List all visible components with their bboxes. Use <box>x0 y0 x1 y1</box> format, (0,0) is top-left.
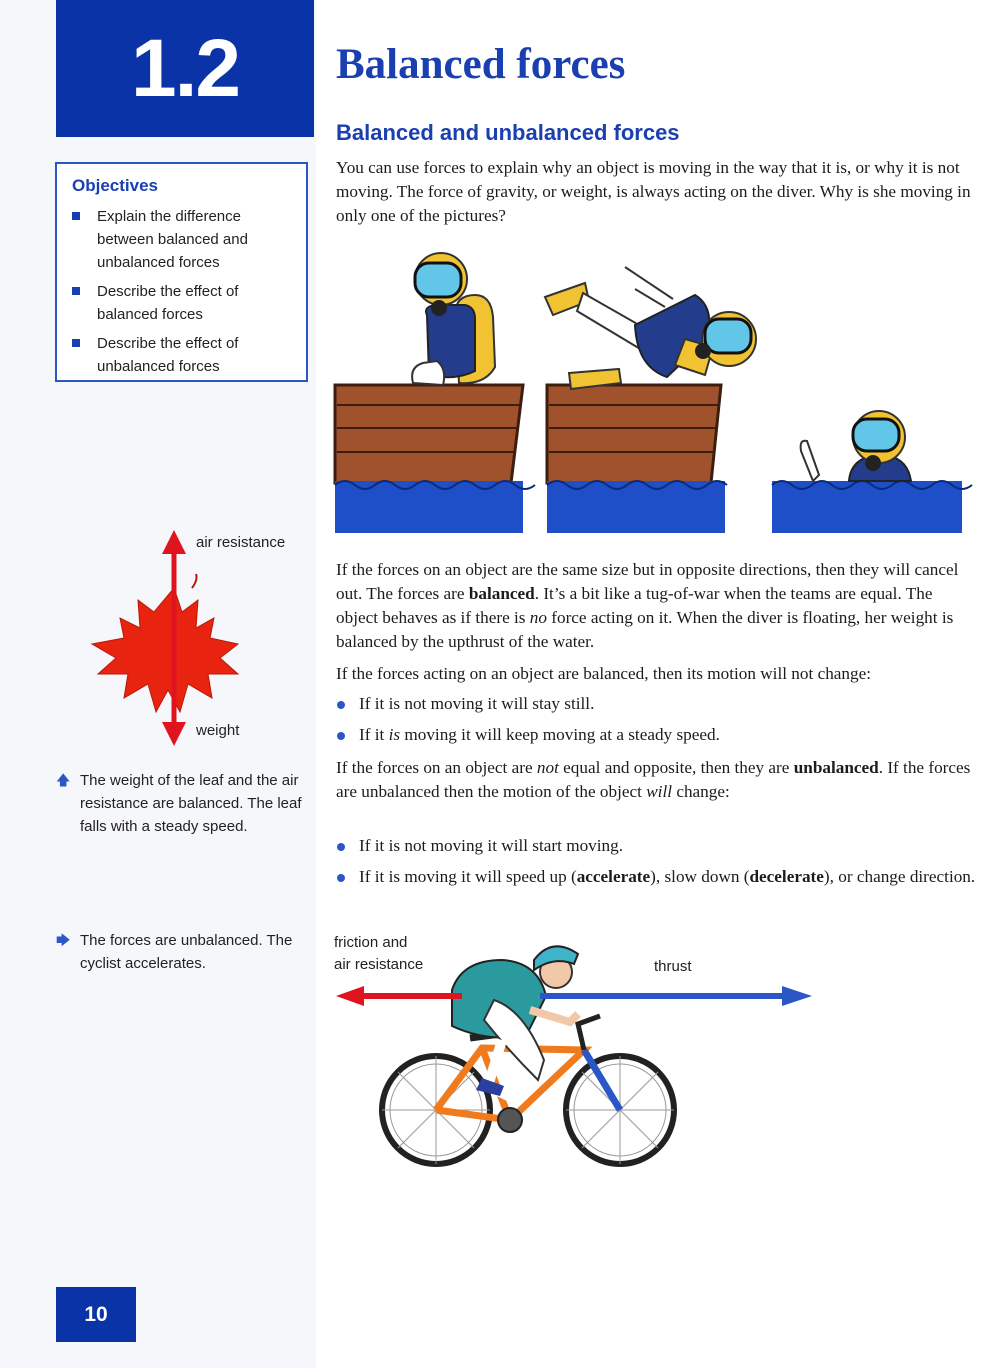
page-number-box <box>56 1287 136 1342</box>
arrow-right-icon: 🡆 <box>56 932 71 948</box>
list-item: If it is not moving it will start moving. <box>336 834 976 858</box>
balanced-bullets <box>336 692 976 754</box>
diver-sitting-panel <box>335 253 535 535</box>
objectives-box <box>55 162 308 382</box>
intro-paragraph: You can use forces to explain why an object is moving in the way that it is, or why it is not moving. The force of gravity, or weight, is always acting on the diver. Why is she moving in only one of the pictures? <box>336 158 971 225</box>
thrust-label: thrust <box>654 958 692 975</box>
list-item: If it is not moving it will stay still. <box>336 692 976 716</box>
page-title: Balanced forces <box>336 41 626 88</box>
cyclist-caption: 🡆 The forces are unbalanced. The cyclist accelerates. <box>56 929 306 975</box>
bullet-dot-icon <box>337 843 345 851</box>
weight-label: weight <box>196 722 240 739</box>
cyclist-figure <box>334 930 824 1185</box>
section-number-box <box>56 0 314 137</box>
page-number: 10 <box>84 1302 108 1326</box>
air-resistance-label: air resistance <box>196 534 286 551</box>
diver-illustration <box>335 245 965 535</box>
section-subheading: Balanced and unbalanced forces <box>336 120 680 145</box>
list-item: If it is moving it will keep moving at a steady speed. <box>336 723 976 747</box>
bullet-square-icon <box>72 212 80 220</box>
leaf-figure <box>88 528 248 750</box>
bullet-dot-icon <box>337 701 345 709</box>
objective-item: Explain the difference between balanced and unbalanced forces <box>71 205 297 274</box>
objective-item: Describe the effect of unbalanced forces <box>71 332 297 378</box>
diver-floating-panel <box>772 411 972 533</box>
bullet-dot-icon <box>337 874 345 882</box>
arrow-up-icon: 🡅 <box>56 772 71 788</box>
bullet-square-icon <box>72 287 80 295</box>
section-number: 1.2 <box>131 22 239 114</box>
maple-leaf-icon <box>92 588 238 712</box>
diver-falling-panel <box>545 267 756 535</box>
list-item: If it is moving it will speed up (accelerate), slow down (decelerate), or change direction. <box>336 865 976 889</box>
bullet-dot-icon <box>337 732 345 740</box>
friction-label: friction and air resistance <box>334 934 424 973</box>
objective-item: Describe the effect of balanced forces <box>71 280 297 326</box>
balanced-paragraph: If the forces on an object are the same size but in opposite directions, then they will cancel out. The forces are balanced. It’s a bit like a tug-of-war when the teams are equal. The object behaves as if there is no force acting on it. When the diver is floating, her weight is balanced by the upthrust of the water. <box>336 560 959 651</box>
unbalanced-paragraph: If the forces on an object are not equal and opposite, then they are unbalanced. If the forces are unbalanced then the motion of the object will change: <box>336 758 971 801</box>
balanced-motion-paragraph: If the forces acting on an object are balanced, then its motion will not change: <box>336 664 872 683</box>
objectives-heading: Objectives <box>72 176 158 195</box>
unbalanced-bullets <box>336 834 976 896</box>
bullet-square-icon <box>72 339 80 347</box>
objectives-list <box>71 205 297 384</box>
leaf-caption: 🡅 The weight of the leaf and the air resistance are balanced. The leaf falls with a steady speed. <box>56 769 306 838</box>
